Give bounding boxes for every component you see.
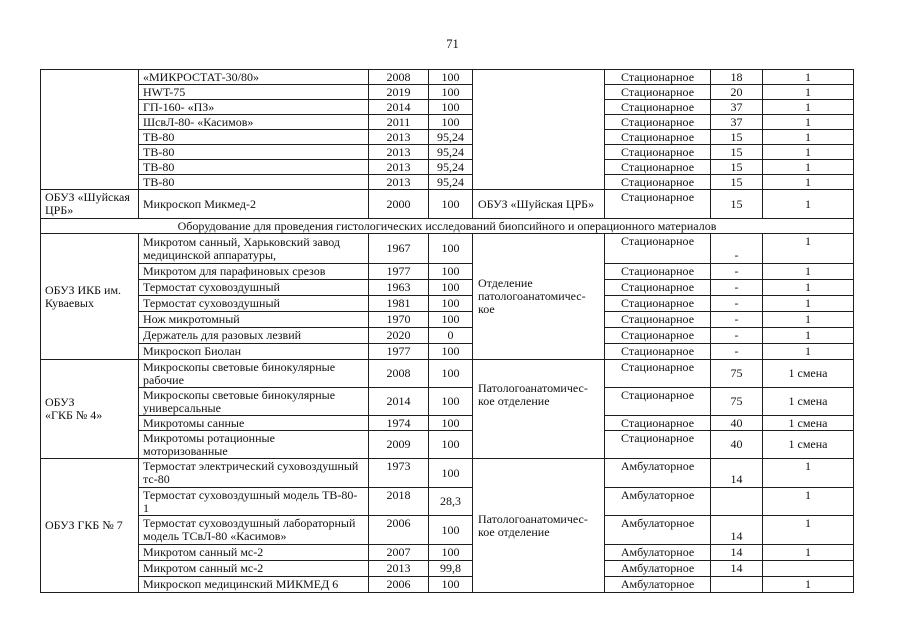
quantity-cell: -: [711, 234, 763, 264]
shifts-cell: 1: [763, 85, 854, 100]
equipment-name-cell: ТВ-80: [139, 145, 369, 160]
quantity-cell: 14: [711, 516, 763, 545]
equipment-name-cell: ШсвЛ-80- «Касимов»: [139, 115, 369, 130]
equipment-name-cell: HWT-75: [139, 85, 369, 100]
shifts-cell: 1: [763, 264, 854, 280]
year-cell: 2013: [369, 561, 429, 577]
table-row: [41, 175, 854, 190]
equipment-name-cell: ГП-160- «ПЗ»: [139, 100, 369, 115]
department-cell: Отделение патологоанатомичес- кое: [473, 234, 605, 360]
year-cell: 2006: [369, 577, 429, 593]
wear-percent-cell: 95,24: [429, 160, 473, 175]
care-mode-cell: Стационарное: [605, 234, 711, 264]
wear-percent-cell: 100: [429, 312, 473, 328]
quantity-cell: -: [711, 296, 763, 312]
equipment-name-cell: Термостат суховоздушный модель ТВ-80- 1: [139, 488, 369, 516]
table-row: [41, 388, 854, 416]
care-mode-cell: Амбулаторное: [605, 459, 711, 488]
table-row: [41, 577, 854, 593]
organization-cell: ОБУЗ «ГКБ № 4»: [41, 360, 139, 459]
shifts-cell: 1 смена: [763, 388, 854, 416]
table-row: [41, 360, 854, 388]
care-mode-cell: Амбулаторное: [605, 577, 711, 593]
year-cell: 2018: [369, 488, 429, 516]
table-row: [41, 85, 854, 100]
organization-cell: ОБУЗ «Шуйская ЦРБ»: [41, 190, 139, 219]
table-row: [41, 312, 854, 328]
care-mode-cell: Стационарное: [605, 145, 711, 160]
care-mode-cell: Стационарное: [605, 130, 711, 145]
equipment-name-cell: Микроскопы световые бинокулярные рабочие: [139, 360, 369, 388]
section-heading: Оборудование для проведения гистологических исследований биопсийного и операционного материалов: [41, 219, 854, 234]
wear-percent-cell: 100: [429, 280, 473, 296]
year-cell: 1981: [369, 296, 429, 312]
table-row: [41, 516, 854, 545]
wear-percent-cell: 100: [429, 416, 473, 431]
equipment-name-cell: Термостат суховоздушный лабораторный модель ТСвЛ-80 «Касимов»: [139, 516, 369, 545]
care-mode-cell: Стационарное: [605, 190, 711, 219]
year-cell: 2006: [369, 516, 429, 545]
wear-percent-cell: 100: [429, 296, 473, 312]
quantity-cell: 37: [711, 115, 763, 130]
wear-percent-cell: 99,8: [429, 561, 473, 577]
care-mode-cell: Стационарное: [605, 431, 711, 459]
care-mode-cell: Стационарное: [605, 416, 711, 431]
quantity-cell: 40: [711, 416, 763, 431]
equipment-name-cell: Термостат суховоздушный: [139, 280, 369, 296]
quantity-cell: 15: [711, 190, 763, 219]
wear-percent-cell: 100: [429, 459, 473, 488]
equipment-name-cell: Микроскопы световые бинокулярные универсальные: [139, 388, 369, 416]
equipment-name-cell: ТВ-80: [139, 160, 369, 175]
table-row: [41, 459, 854, 488]
table-row: [41, 416, 854, 431]
year-cell: 1973: [369, 459, 429, 488]
wear-percent-cell: 95,24: [429, 175, 473, 190]
care-mode-cell: Стационарное: [605, 264, 711, 280]
care-mode-cell: Стационарное: [605, 280, 711, 296]
table-row: [41, 431, 854, 459]
shifts-cell: 1: [763, 488, 854, 516]
care-mode-cell: Стационарное: [605, 344, 711, 360]
quantity-cell: [711, 577, 763, 593]
shifts-cell: 1: [763, 516, 854, 545]
wear-percent-cell: 100: [429, 115, 473, 130]
equipment-name-cell: Микротом для парафиновых срезов: [139, 264, 369, 280]
shifts-cell: 1: [763, 328, 854, 344]
shifts-cell: 1: [763, 130, 854, 145]
equipment-name-cell: Микротом санный мс-2: [139, 545, 369, 561]
year-cell: 1974: [369, 416, 429, 431]
table-row: [41, 296, 854, 312]
table-row: [41, 130, 854, 145]
shifts-cell: 1: [763, 344, 854, 360]
wear-percent-cell: 100: [429, 577, 473, 593]
care-mode-cell: Стационарное: [605, 296, 711, 312]
shifts-cell: 1 смена: [763, 416, 854, 431]
shifts-cell: 1: [763, 70, 854, 85]
year-cell: 2014: [369, 100, 429, 115]
care-mode-cell: Стационарное: [605, 100, 711, 115]
care-mode-cell: Амбулаторное: [605, 488, 711, 516]
organization-cell: ОБУЗ ГКБ № 7: [41, 459, 139, 593]
shifts-cell: 1 смена: [763, 431, 854, 459]
wear-percent-cell: 100: [429, 85, 473, 100]
equipment-name-cell: ТВ-80: [139, 175, 369, 190]
shifts-cell: 1: [763, 296, 854, 312]
year-cell: 2019: [369, 85, 429, 100]
quantity-cell: 15: [711, 145, 763, 160]
shifts-cell: 1: [763, 459, 854, 488]
table-row: [41, 219, 854, 234]
equipment-name-cell: Термостат электрический суховоздушный тс-80: [139, 459, 369, 488]
year-cell: 2014: [369, 388, 429, 416]
table-row: [41, 264, 854, 280]
care-mode-cell: Амбулаторное: [605, 545, 711, 561]
care-mode-cell: Стационарное: [605, 85, 711, 100]
wear-percent-cell: 0: [429, 328, 473, 344]
table-row: [41, 488, 854, 516]
department-cell: Патологоанатомичес- кое отделение: [473, 459, 605, 593]
quantity-cell: -: [711, 328, 763, 344]
care-mode-cell: Стационарное: [605, 312, 711, 328]
table-row: [41, 190, 854, 219]
department-cell: Патологоанатомичес- кое отделение: [473, 360, 605, 459]
year-cell: 1963: [369, 280, 429, 296]
wear-percent-cell: 95,24: [429, 145, 473, 160]
equipment-name-cell: Термостат суховоздушный: [139, 296, 369, 312]
equipment-name-cell: Микротом санный мс-2: [139, 561, 369, 577]
shifts-cell: 1: [763, 577, 854, 593]
quantity-cell: -: [711, 312, 763, 328]
care-mode-cell: Амбулаторное: [605, 561, 711, 577]
page-number: 71: [446, 37, 459, 51]
quantity-cell: 14: [711, 545, 763, 561]
table-row: [41, 344, 854, 360]
care-mode-cell: Стационарное: [605, 360, 711, 388]
quantity-cell: 18: [711, 70, 763, 85]
year-cell: 1977: [369, 264, 429, 280]
wear-percent-cell: 100: [429, 190, 473, 219]
shifts-cell: 1: [763, 145, 854, 160]
equipment-name-cell: Микротомы санные: [139, 416, 369, 431]
wear-percent-cell: 95,24: [429, 130, 473, 145]
equipment-name-cell: Микротомы ротационные моторизованные: [139, 431, 369, 459]
table-row: [41, 280, 854, 296]
care-mode-cell: Стационарное: [605, 328, 711, 344]
year-cell: 2008: [369, 360, 429, 388]
wear-percent-cell: 100: [429, 388, 473, 416]
wear-percent-cell: 100: [429, 100, 473, 115]
quantity-cell: 15: [711, 160, 763, 175]
shifts-cell: 1: [763, 175, 854, 190]
quantity-cell: 20: [711, 85, 763, 100]
shifts-cell: 1: [763, 545, 854, 561]
year-cell: 2000: [369, 190, 429, 219]
shifts-cell: 1: [763, 312, 854, 328]
shifts-cell: 1: [763, 190, 854, 219]
shifts-cell: [763, 561, 854, 577]
equipment-name-cell: Микротом санный, Харьковский завод медицинской аппаратуры,: [139, 234, 369, 264]
table-row: [41, 70, 854, 85]
wear-percent-cell: 100: [429, 545, 473, 561]
care-mode-cell: Стационарное: [605, 388, 711, 416]
table-row: [41, 234, 854, 264]
quantity-cell: 37: [711, 100, 763, 115]
organization-cell: ОБУЗ ИКБ им. Куваевых: [41, 234, 139, 360]
equipment-name-cell: Микроскоп медицинский МИКМЕД 6: [139, 577, 369, 593]
table-row: [41, 545, 854, 561]
wear-percent-cell: 100: [429, 70, 473, 85]
table-row: [41, 115, 854, 130]
equipment-name-cell: Нож микротомный: [139, 312, 369, 328]
wear-percent-cell: 100: [429, 234, 473, 264]
year-cell: 2011: [369, 115, 429, 130]
wear-percent-cell: 100: [429, 360, 473, 388]
quantity-cell: 40: [711, 431, 763, 459]
equipment-name-cell: Микроскоп Микмед-2: [139, 190, 369, 219]
wear-percent-cell: 100: [429, 344, 473, 360]
wear-percent-cell: 100: [429, 516, 473, 545]
year-cell: 1967: [369, 234, 429, 264]
shifts-cell: 1: [763, 280, 854, 296]
quantity-cell: -: [711, 344, 763, 360]
equipment-table: [40, 69, 854, 593]
quantity-cell: 14: [711, 561, 763, 577]
wear-percent-cell: 100: [429, 431, 473, 459]
year-cell: 2013: [369, 145, 429, 160]
quantity-cell: 15: [711, 175, 763, 190]
care-mode-cell: Стационарное: [605, 115, 711, 130]
quantity-cell: 14: [711, 459, 763, 488]
quantity-cell: [711, 488, 763, 516]
equipment-name-cell: ТВ-80: [139, 130, 369, 145]
table-row: [41, 328, 854, 344]
care-mode-cell: Стационарное: [605, 70, 711, 85]
shifts-cell: 1: [763, 160, 854, 175]
quantity-cell: 15: [711, 130, 763, 145]
year-cell: 2013: [369, 160, 429, 175]
department-cell: ОБУЗ «Шуйская ЦРБ»: [473, 190, 605, 219]
quantity-cell: 75: [711, 388, 763, 416]
year-cell: 1977: [369, 344, 429, 360]
year-cell: 2007: [369, 545, 429, 561]
year-cell: 1970: [369, 312, 429, 328]
equipment-name-cell: Микроскоп Биолан: [139, 344, 369, 360]
year-cell: 2020: [369, 328, 429, 344]
shifts-cell: 1: [763, 115, 854, 130]
table-row: [41, 100, 854, 115]
quantity-cell: -: [711, 264, 763, 280]
organization-cell: [41, 70, 139, 190]
care-mode-cell: Стационарное: [605, 175, 711, 190]
wear-percent-cell: 100: [429, 264, 473, 280]
year-cell: 2009: [369, 431, 429, 459]
department-cell: [473, 70, 605, 190]
shifts-cell: 1 смена: [763, 360, 854, 388]
shifts-cell: 1: [763, 100, 854, 115]
quantity-cell: -: [711, 280, 763, 296]
table-row: [41, 160, 854, 175]
care-mode-cell: Амбулаторное: [605, 516, 711, 545]
equipment-name-cell: Держатель для разовых лезвий: [139, 328, 369, 344]
table-row: [41, 145, 854, 160]
wear-percent-cell: 28,3: [429, 488, 473, 516]
year-cell: 2013: [369, 130, 429, 145]
table-row: [41, 561, 854, 577]
shifts-cell: 1: [763, 234, 854, 264]
year-cell: 2008: [369, 70, 429, 85]
equipment-name-cell: «МИКРОСТАТ-30/80»: [139, 70, 369, 85]
quantity-cell: 75: [711, 360, 763, 388]
year-cell: 2013: [369, 175, 429, 190]
care-mode-cell: Стационарное: [605, 160, 711, 175]
